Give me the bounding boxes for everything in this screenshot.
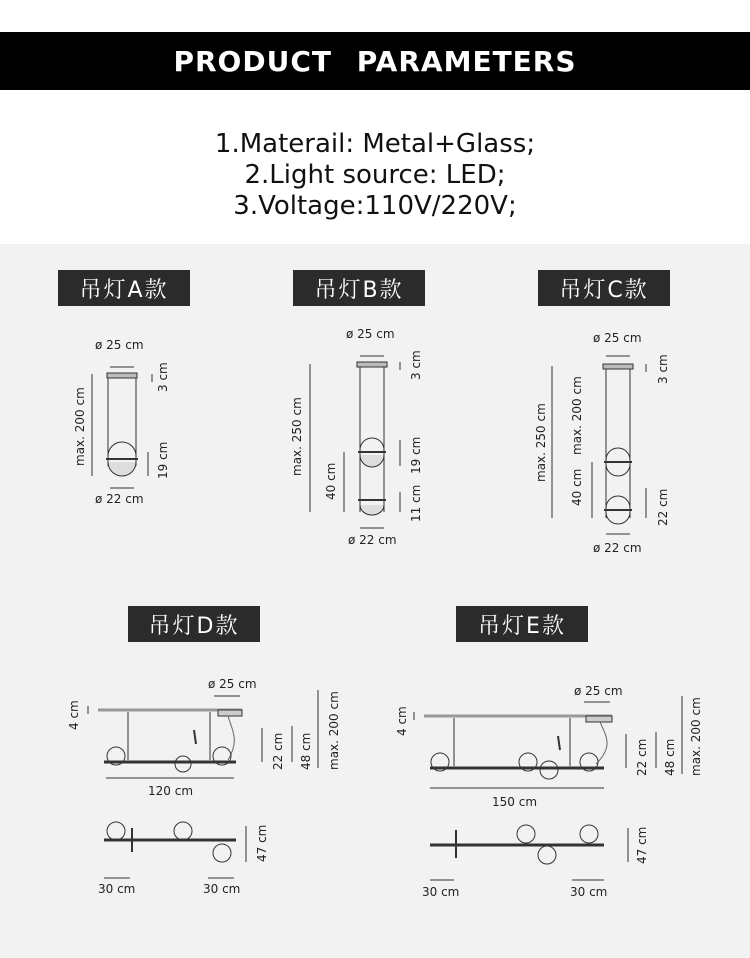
model-e-offset2: 30 cm (570, 885, 608, 899)
model-b-globe1: 19 cm (409, 436, 423, 474)
model-a-bottom-diameter: ø 22 cm (95, 492, 144, 506)
model-c-canopy: 3 cm (656, 354, 670, 384)
header-title: PRODUCT PARAMETERS (173, 44, 577, 78)
model-a-globe: 19 cm (156, 441, 170, 479)
model-b-spacing: 40 cm (324, 462, 338, 500)
param-voltage: 3.Voltage:110V/220V; (233, 191, 517, 221)
model-e-drop3: max. 200 cm (689, 697, 703, 776)
model-a-top-diameter: ø 25 cm (95, 338, 144, 352)
model-e-depth: 47 cm (635, 826, 649, 864)
model-d-canopy-height: 4 cm (67, 700, 81, 730)
label-model-d: 吊灯D款 (128, 606, 260, 642)
model-a-canopy: 3 cm (156, 362, 170, 392)
label-model-c: 吊灯C款 (538, 270, 670, 306)
model-b-canopy: 3 cm (409, 350, 423, 380)
model-e-canopy-width: ø 25 cm (574, 684, 623, 698)
drawing-model-d (88, 690, 318, 878)
model-d-drop2: 48 cm (299, 732, 313, 770)
model-d-width: 120 cm (148, 784, 194, 798)
label-model-e: 吊灯E款 (456, 606, 588, 642)
model-e-drop1: 22 cm (635, 738, 649, 776)
model-c-spacing: 40 cm (570, 468, 584, 506)
model-d-drop1: 22 cm (271, 732, 285, 770)
model-d-canopy-width: ø 25 cm (208, 677, 257, 691)
model-c-height: max. 250 cm (534, 403, 548, 482)
drawing-model-a (92, 367, 152, 488)
model-e-canopy-height: 4 cm (395, 706, 409, 736)
model-e-offset1: 30 cm (422, 885, 460, 899)
model-e-drop2: 48 cm (663, 738, 677, 776)
model-a-height: max. 200 cm (73, 387, 87, 466)
model-c-globe: 22 cm (656, 488, 670, 526)
model-b-globe2: 11 cm (409, 484, 423, 522)
model-b-height: max. 250 cm (290, 397, 304, 476)
label-model-a: 吊灯A款 (58, 270, 190, 306)
model-c-bottom-diameter: ø 22 cm (593, 541, 642, 555)
param-light-source: 2.Light source: LED; (244, 160, 506, 190)
drawing-model-c (552, 356, 646, 534)
label-model-b: 吊灯B款 (293, 270, 425, 306)
model-d-offset2: 30 cm (203, 882, 241, 896)
model-d-depth: 47 cm (255, 824, 269, 862)
drawing-model-b (310, 356, 400, 528)
model-d-offset1: 30 cm (98, 882, 136, 896)
param-material: 1.Materail: Metal+Glass; (214, 129, 536, 159)
model-b-bottom-diameter: ø 22 cm (348, 533, 397, 547)
model-c-top-diameter: ø 25 cm (593, 331, 642, 345)
model-d-drop3: max. 200 cm (327, 691, 341, 770)
model-e-width: 150 cm (492, 795, 538, 809)
model-b-top-diameter: ø 25 cm (346, 327, 395, 341)
model-c-height2: max. 200 cm (570, 376, 584, 455)
